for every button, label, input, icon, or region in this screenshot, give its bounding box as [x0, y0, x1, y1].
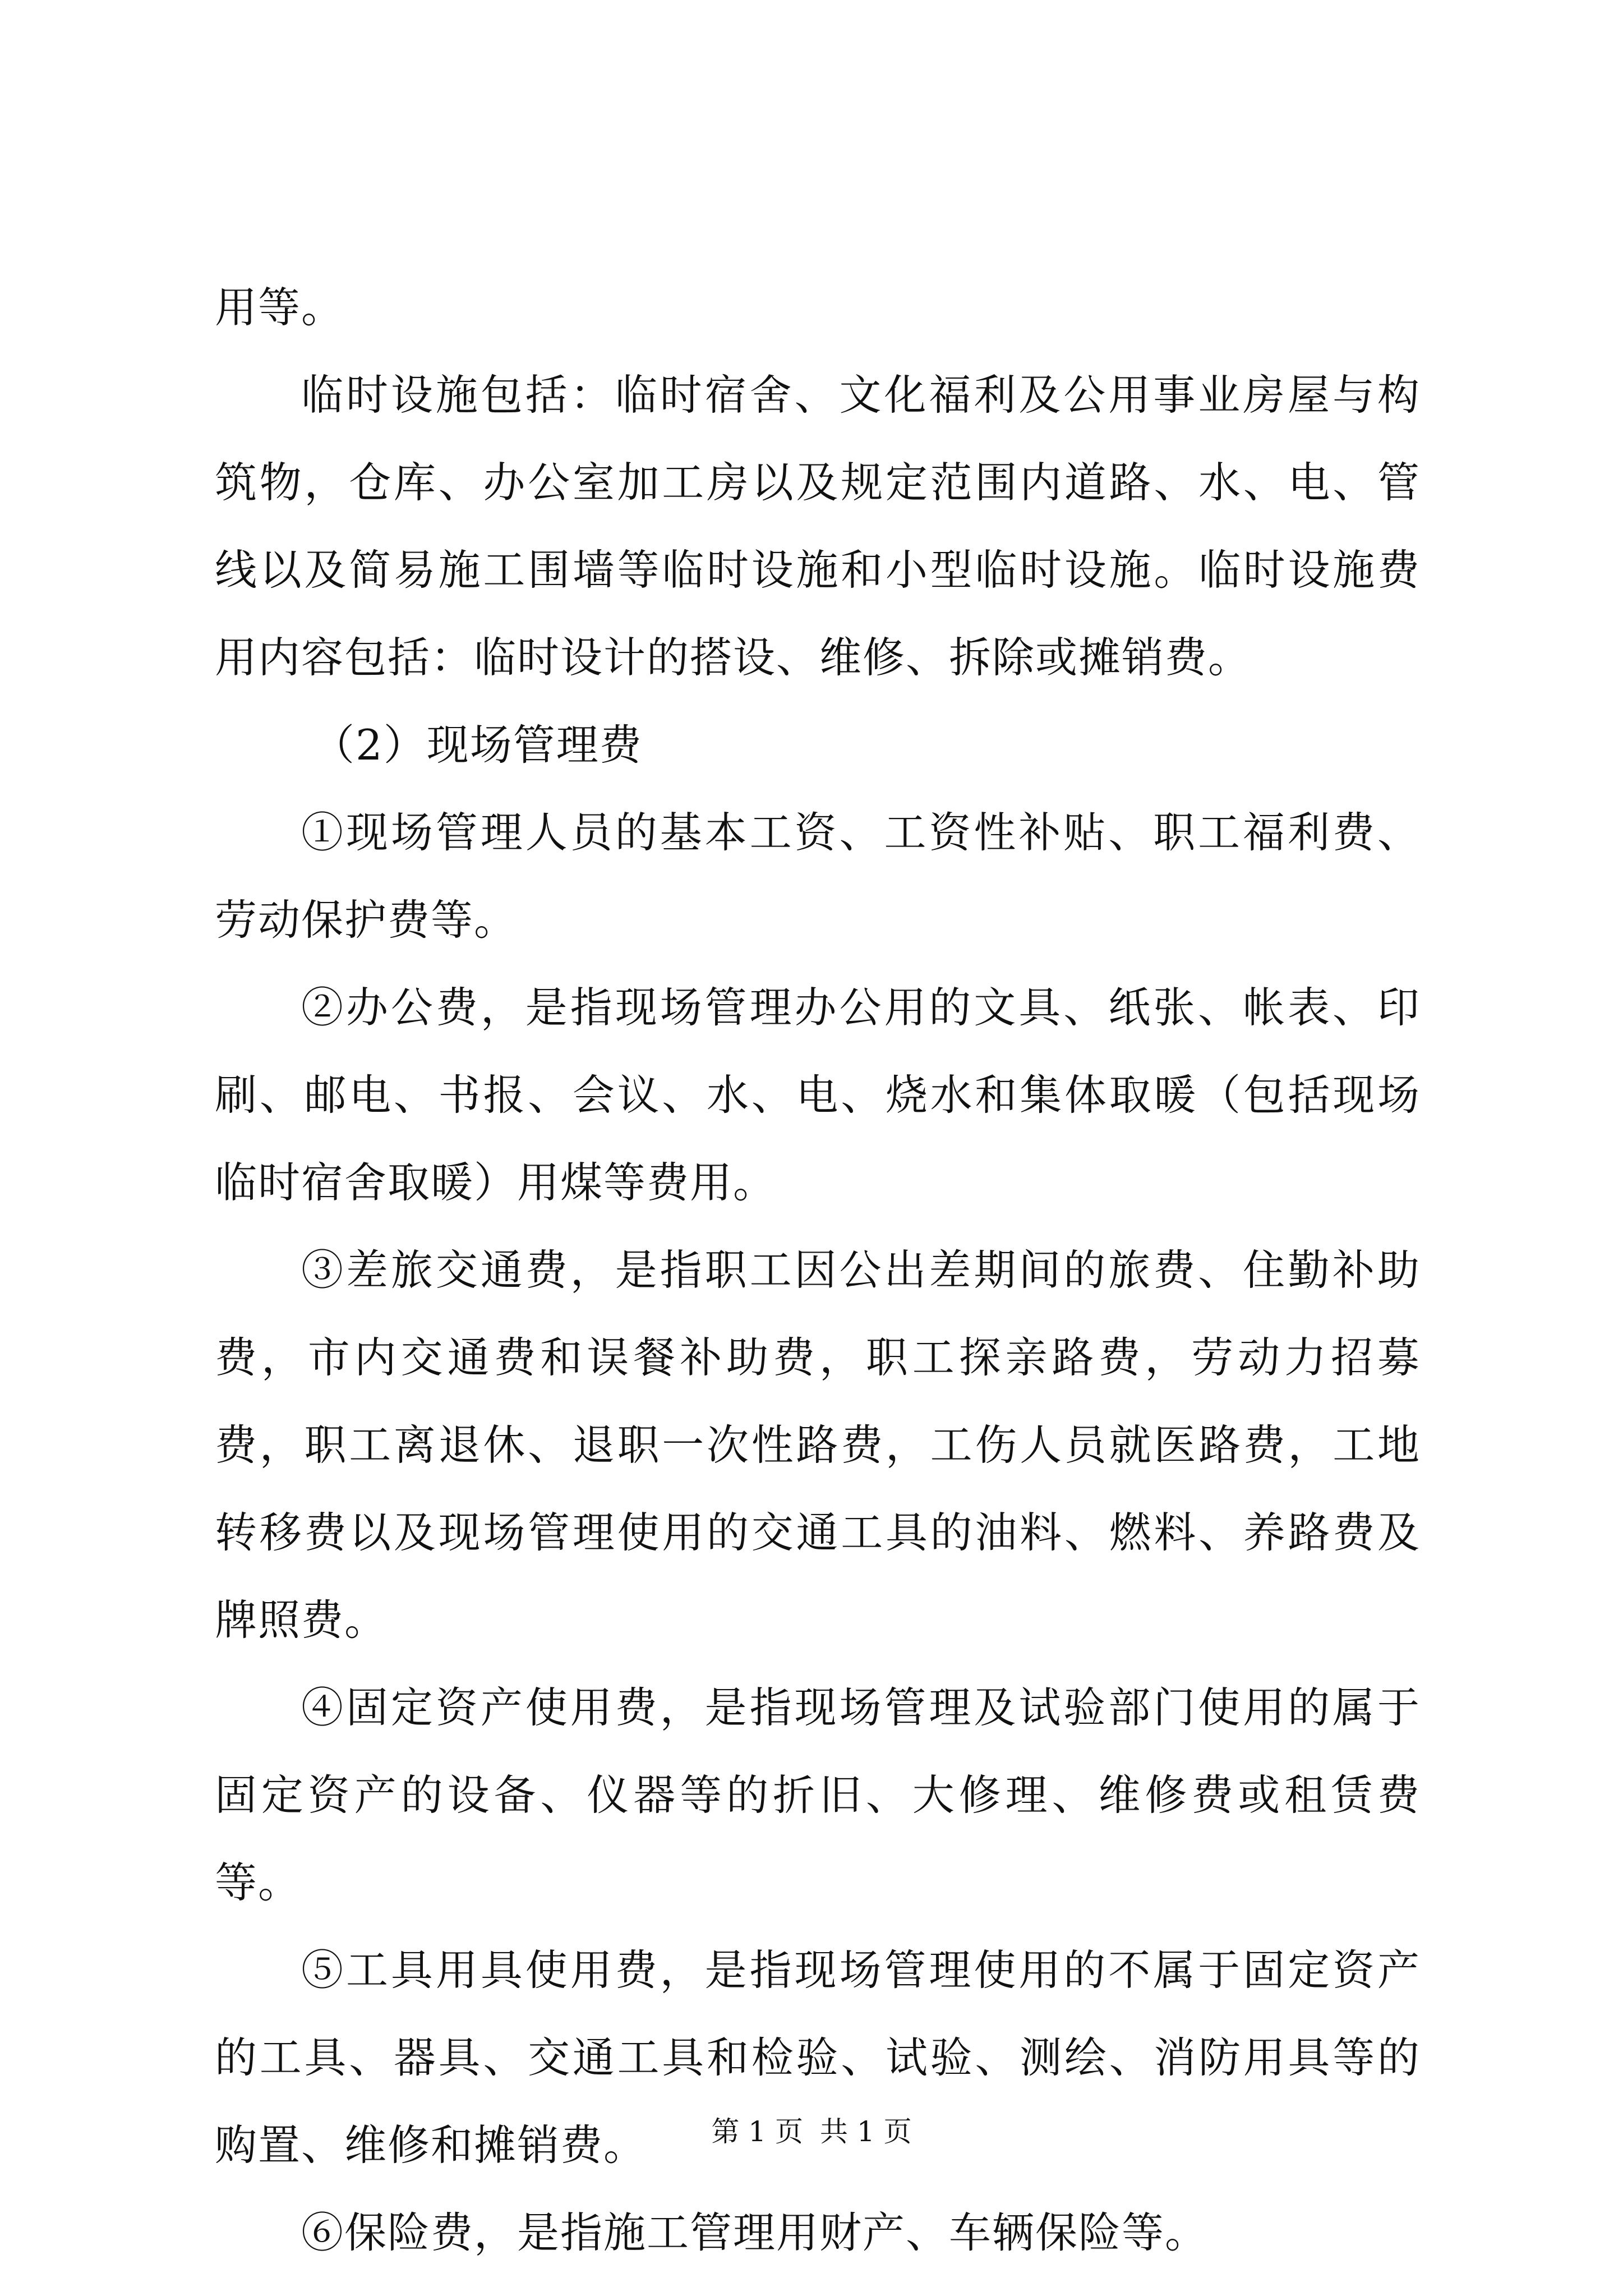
list-item-tool-usage-fee: ⑤工具用具使用费，是指现场管理使用的不属于固定资产的工具、器具、交通工具和检验、试验、测绘、消防用具等的购置、维修和摊销费。 [215, 1945, 1421, 2170]
paragraph-continuation: 用等。 [215, 283, 345, 332]
section-heading-site-management-fee: （2）现场管理费 [312, 720, 643, 770]
list-item-staff-wages: ①现场管理人员的基本工资、工资性补贴、职工福利费、劳动保护费等。 [215, 808, 1421, 945]
page-total: 共 1 页 [820, 2115, 912, 2148]
document-body [215, 264, 1421, 2276]
list-item-travel-expenses: ③差旅交通费，是指职工因公出差期间的旅费、住勤补助费，市内交通费和误餐补助费，职工探亲路费，劳动力招募费，职工离退休、退职一次性路费，工伤人员就医路费，工地转移费以及现场管理使用的交通工具的油料、燃料、养路费及牌照费。 [215, 1245, 1421, 1645]
paragraph-temporary-facilities: 临时设施包括：临时宿舍、文化福利及公用事业房屋与构筑物，仓库、办公室加工房以及规定范围内道路、水、电、管线以及简易施工围墙等临时设施和小型临时设施。临时设施费用内容包括：临时设计的搭设、维修、拆除或摊销费。 [215, 370, 1421, 682]
page-number: 第 1 页 [711, 2115, 803, 2148]
list-item-office-expenses: ②办公费，是指现场管理办公用的文具、纸张、帐表、印刷、邮电、书报、会议、水、电、烧水和集体取暖（包括现场临时宿舍取暖）用煤等费用。 [215, 983, 1421, 1207]
page-footer [0, 2112, 1623, 2151]
list-item-fixed-asset-fee: ④固定资产使用费，是指现场管理及试验部门使用的属于固定资产的设备、仪器等的折旧、大修理、维修费或租赁费等。 [215, 1683, 1421, 1907]
list-item-insurance-fee: ⑥保险费，是指施工管理用财产、车辆保险等。 [301, 2208, 1209, 2257]
